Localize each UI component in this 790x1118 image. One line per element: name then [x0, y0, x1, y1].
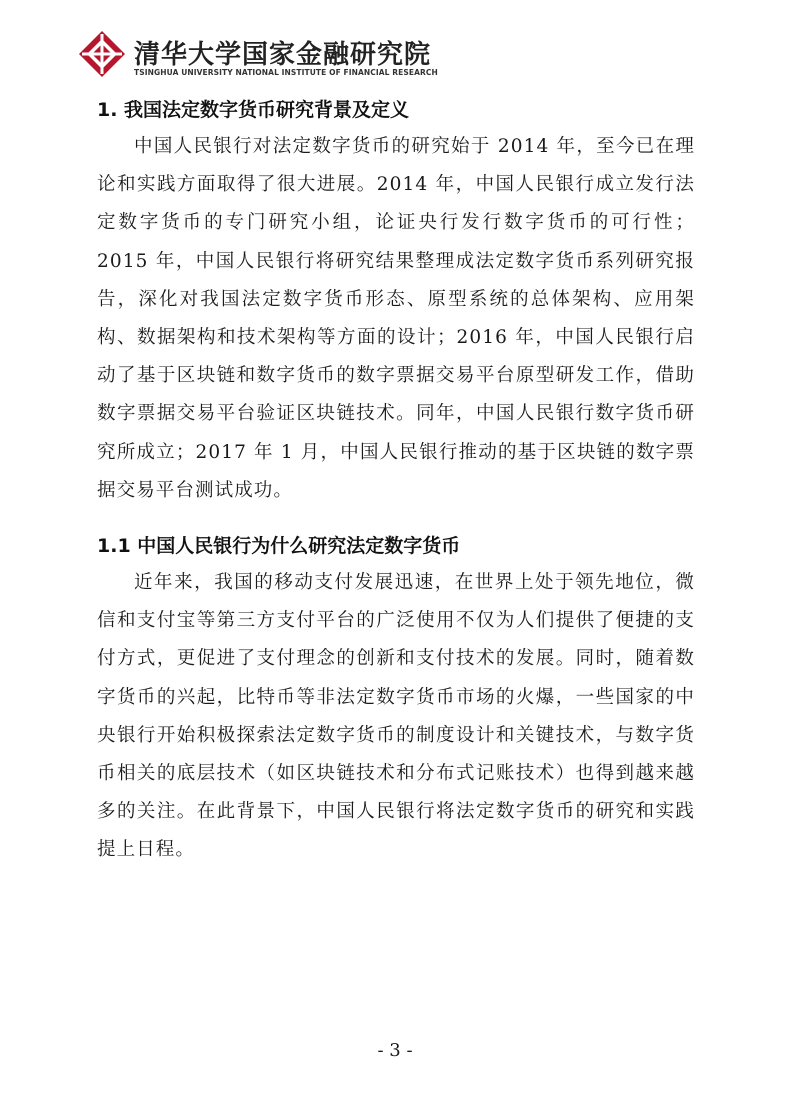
document-body: [97, 92, 695, 870]
page-header: [78, 28, 438, 84]
section-paragraph-1: 中国人民银行对法定数字货币的研究始于 2014 年，至今已在理论和实践方面取得了很大进展。2014 年，中国人民银行成立发行法定数字货币的专门研究小组，论证央行发行数字货币的可行性；2015 年，中国人民银行将研究结果整理成法定数字货币系列研究报告，深化对我国法定数字货币形态、原型系统的总体架构、应用架构、数据架构和技术架构等方面的设计；2016 年，中国人民银行启动了基于区块链和数字货币的数字票据交易平台原型研发工作，借助数字票据交易平台验证区块链技术。同年，中国人民银行数字货币研究所成立；2017 年 1 月，中国人民银行推动的基于区块链的数字票据交易平台测试成功。: [97, 136, 695, 501]
institute-name: 清华大学国家金融研究院: [134, 40, 432, 70]
section-heading-1: 1. 我国法定数字货币研究背景及定义: [97, 99, 410, 121]
institute-name-english: TSINGHUA UNIVERSITY NATIONAL INSTITUTE OF FINANCIAL RESEARCH: [134, 68, 438, 77]
section-paragraph-1-1: 近年来，我国的移动支付发展迅速，在世界上处于领先地位，微信和支付宝等第三方支付平台的广泛使用不仅为人们提供了便捷的支付方式，更促进了支付理念的创新和支付技术的发展。同时，随着数字货币的兴起，比特币等非法定数字货币市场的火爆，一些国家的中央银行开始积极探索法定数字货币的制度设计和关键技术，与数字货币相关的底层技术（如区块链技术和分布式记账技术）也得到越来越多的关注。在此背景下，中国人民银行将法定数字货币的研究和实践提上日程。: [97, 572, 695, 861]
page-number: - 3 -: [377, 1040, 413, 1061]
section-heading-1-1: 1.1 中国人民银行为什么研究法定数字货币: [97, 535, 461, 558]
institute-logo-icon: [78, 30, 126, 78]
